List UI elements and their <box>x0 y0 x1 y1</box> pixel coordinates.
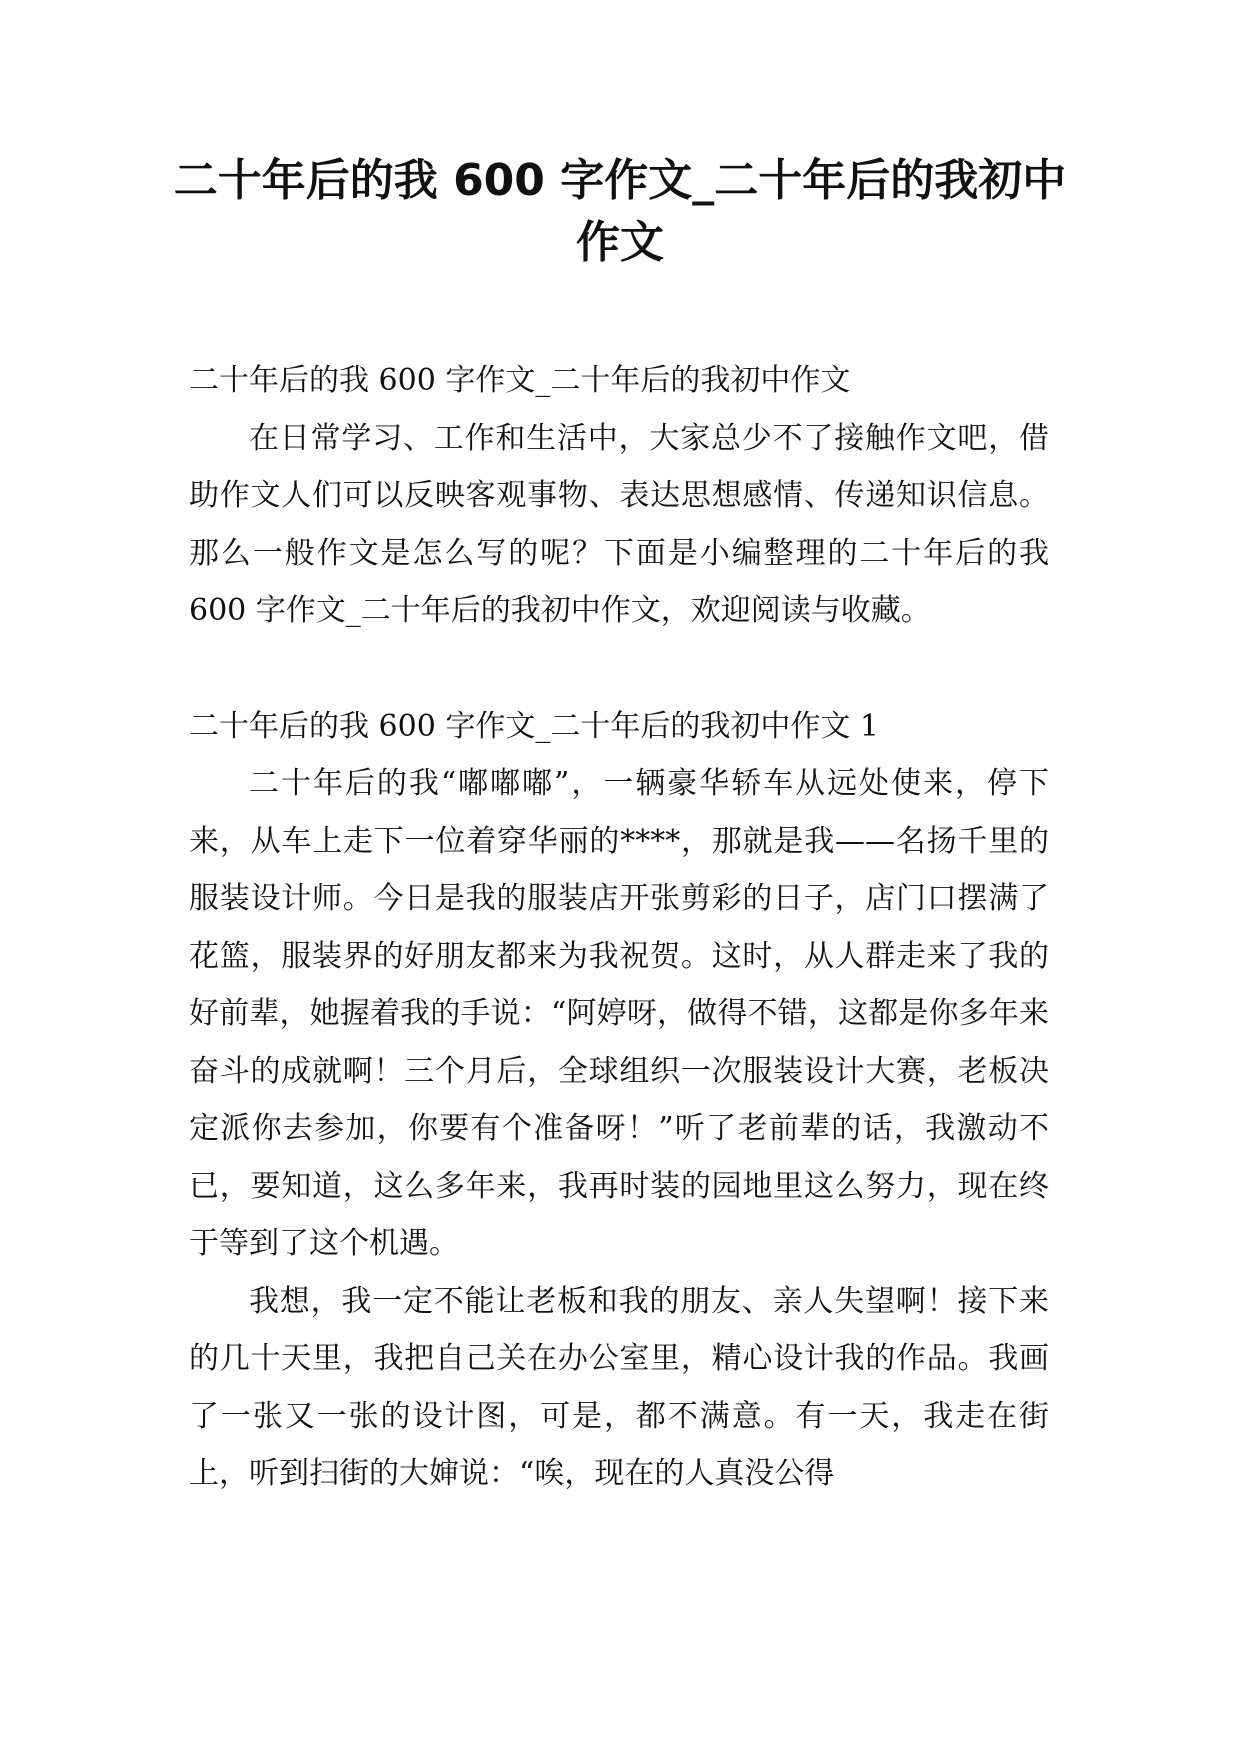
document-body <box>189 352 1049 1503</box>
paragraph-spacer <box>189 640 1049 698</box>
body-paragraph: 二十年后的我“嘟嘟嘟”，一辆豪华轿车从远处使来，停下来，从车上走下一位着穿华丽的****，那就是我——名扬千里的服装设计师。今日是我的服装店开张剪彩的日子，店门口摆满了花篮，服装界的好朋友都来为我祝贺。这时，从人群走来了我的好前辈，她握着我的手说：“阿婷呀，做得不错，这都是你多年来奋斗的成就啊！三个月后，全球组织一次服装设计大赛，老板决定派你去参加，你要有个准备呀！”听了老前辈的话，我激动不已，要知道，这么多年来，我再时装的园地里这么努力，现在终于等到了这个机遇。 <box>189 766 1049 1261</box>
document-title: 二十年后的我 600 字作文_二十年后的我初中作文 <box>173 155 1067 268</box>
section-heading: 二十年后的我 600 字作文_二十年后的我初中作文 1 <box>189 708 879 744</box>
body-paragraph: 我想，我一定不能让老板和我的朋友、亲人失望啊！接下来的几十天里，我把自己关在办公室里，精心设计我的作品。我画了一张又一张的设计图，可是，都不满意。有一天，我走在街上，听到扫街的大婶说：“唉，现在的人真没公得 <box>189 1283 1049 1491</box>
intro-paragraph: 在日常学习、工作和生活中，大家总少不了接触作文吧，借助作文人们可以反映客观事物、表达思想感情、传递知识信息。那么一般作文是怎么写的呢？下面是小编整理的二十年后的我 600 字作文_二十年后的我初中作文，欢迎阅读与收藏。 <box>189 420 1049 628</box>
document-subtitle: 二十年后的我 600 字作文_二十年后的我初中作文 <box>189 363 851 398</box>
